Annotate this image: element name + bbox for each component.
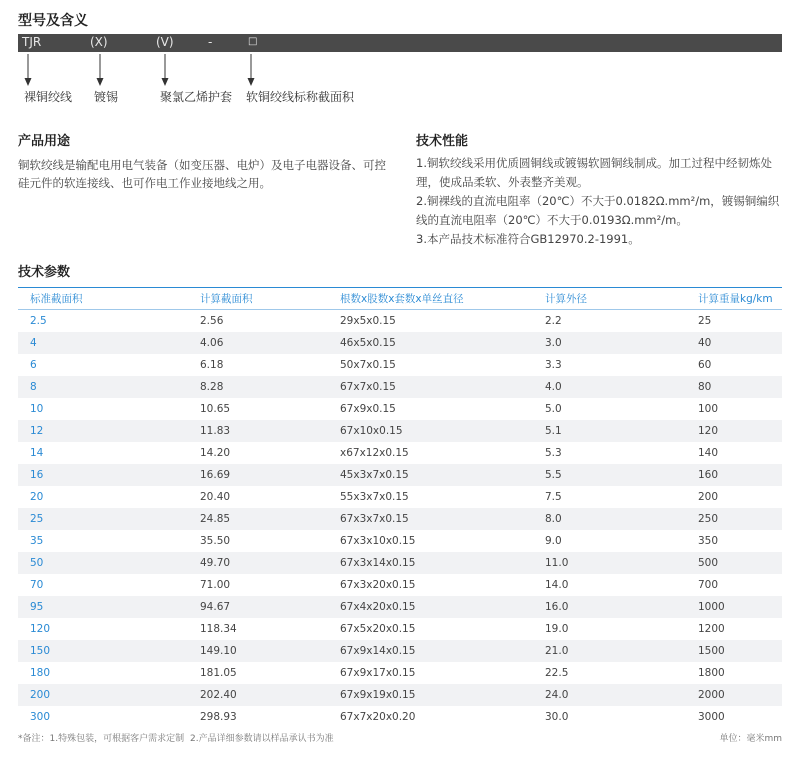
table-cell: 180	[30, 667, 51, 679]
column-header: 计算重量kg/km	[698, 293, 773, 305]
usage-line: 硅元件的软连接线、也可作电工作业接地线之用。	[18, 176, 271, 190]
table-row	[18, 376, 782, 398]
table-cell: 202.40	[200, 689, 237, 701]
table-row	[18, 354, 782, 376]
performance-line: 2.铜裸线的直流电阻率（20℃）不大于0.0182Ω.mm²/m，镀锡铜编织	[416, 194, 780, 208]
table-cell: 80	[698, 381, 712, 393]
table-cell: 35.50	[200, 535, 231, 547]
table-cell: 45x3x7x0.15	[340, 469, 409, 481]
arrow-down-icon	[246, 52, 256, 88]
table-row	[18, 552, 782, 574]
table-cell: 94.67	[200, 601, 231, 613]
table-cell: 67x9x0.15	[340, 403, 396, 415]
table-row	[18, 332, 782, 354]
table-cell: 250	[698, 513, 719, 525]
table-cell: 46x5x0.15	[340, 337, 396, 349]
arrow-down-icon	[95, 52, 105, 88]
table-cell: 71.00	[200, 579, 231, 591]
table-cell: 14.20	[200, 447, 231, 459]
table-cell: 5.5	[545, 469, 562, 481]
label-cross-section: 软铜绞线标称截面积	[246, 90, 355, 104]
table-cell: 67x3x20x0.15	[340, 579, 416, 591]
table-cell: 2.5	[30, 315, 47, 327]
table-cell: 140	[698, 447, 719, 459]
table-cell: 700	[698, 579, 719, 591]
table-cell: 3.3	[545, 359, 562, 371]
table-cell: 67x3x7x0.15	[340, 513, 409, 525]
model-code-bar	[18, 34, 782, 52]
table-cell: 67x7x0.15	[340, 381, 396, 393]
table-cell: 60	[698, 359, 712, 371]
table-row	[18, 420, 782, 442]
table-cell: 8.0	[545, 513, 562, 525]
arrow-down-icon	[23, 52, 33, 88]
column-header: 根数x股数x套数x单丝直径	[340, 293, 464, 305]
usage-heading: 产品用途	[18, 134, 71, 149]
table-cell: 14	[30, 447, 44, 459]
table-cell: 67x10x0.15	[340, 425, 403, 437]
table-cell: 67x7x20x0.20	[340, 711, 416, 723]
label-pvc-sheath: 聚氯乙烯护套	[160, 90, 233, 104]
model-code-pvc: (V)	[156, 35, 174, 49]
table-cell: 5.1	[545, 425, 562, 437]
table-cell: 160	[698, 469, 719, 481]
label-bare-copper: 裸铜绞线	[24, 90, 73, 104]
model-code-dash: -	[208, 35, 213, 49]
model-code-tin: (X)	[90, 35, 108, 49]
table-row	[18, 574, 782, 596]
arrow-down-icon	[160, 52, 170, 88]
table-cell: x67x12x0.15	[340, 447, 409, 459]
table-row	[18, 508, 782, 530]
table-cell: 200	[698, 491, 719, 503]
table-row	[18, 596, 782, 618]
table-cell: 25	[30, 513, 44, 525]
table-cell: 29x5x0.15	[340, 315, 396, 327]
table-cell: 16.0	[545, 601, 569, 613]
table-cell: 49.70	[200, 557, 231, 569]
table-cell: 1000	[698, 601, 725, 613]
model-title: 型号及含义	[18, 13, 88, 29]
table-cell: 2000	[698, 689, 725, 701]
table-row	[18, 398, 782, 420]
table-cell: 16.69	[200, 469, 231, 481]
table-cell: 6	[30, 359, 37, 371]
table-cell: 4.0	[545, 381, 562, 393]
table-cell: 40	[698, 337, 712, 349]
label-tin: 镀锡	[94, 90, 119, 104]
table-cell: 200	[30, 689, 51, 701]
performance-line: 理，使成品柔软、外表整齐美观。	[416, 175, 589, 189]
column-header: 计算截面积	[200, 293, 253, 305]
table-cell: 22.5	[545, 667, 569, 679]
table-cell: 19.0	[545, 623, 569, 635]
table-body	[18, 310, 782, 729]
table-cell: 118.34	[200, 623, 237, 635]
table-cell: 7.5	[545, 491, 562, 503]
table-row	[18, 618, 782, 640]
table-cell: 1800	[698, 667, 725, 679]
table-cell: 120	[30, 623, 51, 635]
table-cell: 5.3	[545, 447, 562, 459]
table-cell: 24.0	[545, 689, 569, 701]
params-heading: 技术参数	[18, 265, 71, 280]
table-cell: 500	[698, 557, 719, 569]
params-table	[18, 287, 782, 728]
table-cell: 25	[698, 315, 712, 327]
table-cell: 20.40	[200, 491, 231, 503]
table-cell: 300	[30, 711, 51, 723]
table-cell: 149.10	[200, 645, 237, 657]
table-cell: 21.0	[545, 645, 569, 657]
column-header: 计算外径	[545, 293, 587, 305]
table-row	[18, 486, 782, 508]
table-cell: 95	[30, 601, 44, 613]
performance-heading: 技术性能	[416, 134, 469, 149]
table-cell: 5.0	[545, 403, 562, 415]
table-cell: 4.06	[200, 337, 224, 349]
table-cell: 2.56	[200, 315, 224, 327]
table-cell: 3000	[698, 711, 725, 723]
table-cell: 55x3x7x0.15	[340, 491, 409, 503]
table-row	[18, 530, 782, 552]
table-cell: 50	[30, 557, 44, 569]
performance-line: 1.铜软绞线采用优质圆铜线或镀锡软圆铜线制成。加工过程中经韧炼处	[416, 156, 772, 170]
table-cell: 70	[30, 579, 44, 591]
table-cell: 181.05	[200, 667, 237, 679]
table-cell: 67x9x14x0.15	[340, 645, 416, 657]
table-cell: 4	[30, 337, 37, 349]
performance-line: 线的直流电阻率（20℃）不大于0.0193Ω.mm²/m。	[416, 213, 688, 227]
table-row	[18, 310, 782, 333]
performance-line: 3.本产品技术标准符合GB12970.2-1991。	[416, 232, 640, 246]
table-cell: 67x3x14x0.15	[340, 557, 416, 569]
table-cell: 120	[698, 425, 719, 437]
table-cell: 67x4x20x0.15	[340, 601, 416, 613]
table-cell: 67x3x10x0.15	[340, 535, 416, 547]
table-cell: 3.0	[545, 337, 562, 349]
table-row	[18, 640, 782, 662]
table-cell: 2.2	[545, 315, 562, 327]
table-cell: 1200	[698, 623, 725, 635]
table-cell: 350	[698, 535, 719, 547]
table-header-row	[18, 288, 782, 310]
footnote-1: *备注：1.特殊包装，可根据客户需求定制	[18, 734, 185, 744]
table-cell: 298.93	[200, 711, 237, 723]
table-row	[18, 442, 782, 464]
table-cell: 9.0	[545, 535, 562, 547]
table-cell: 20	[30, 491, 44, 503]
table-cell: 14.0	[545, 579, 569, 591]
performance-text	[416, 154, 779, 249]
table-cell: 6.18	[200, 359, 224, 371]
table-cell: 8	[30, 381, 37, 393]
table-cell: 24.85	[200, 513, 231, 525]
unit-note: 单位：毫米mm	[719, 734, 782, 744]
table-cell: 16	[30, 469, 44, 481]
table-cell: 8.28	[200, 381, 224, 393]
table-cell: 10	[30, 403, 44, 415]
table-cell: 12	[30, 425, 44, 437]
table-cell: 67x5x20x0.15	[340, 623, 416, 635]
column-header: 标准截面积	[30, 293, 83, 305]
table-row	[18, 684, 782, 706]
table-cell: 67x9x19x0.15	[340, 689, 416, 701]
table-row	[18, 464, 782, 486]
footnote-2: 2.产品详细参数请以样品承认书为准	[190, 734, 334, 744]
table-cell: 30.0	[545, 711, 569, 723]
table-cell: 11.83	[200, 425, 231, 437]
usage-text	[18, 156, 386, 192]
model-code-base: TJR	[22, 35, 42, 49]
table-cell: 1500	[698, 645, 725, 657]
table-row	[18, 662, 782, 684]
table-cell: 11.0	[545, 557, 569, 569]
model-code-size: □	[248, 36, 258, 47]
table-cell: 150	[30, 645, 51, 657]
table-cell: 10.65	[200, 403, 231, 415]
table-cell: 100	[698, 403, 719, 415]
table-cell: 67x9x17x0.15	[340, 667, 416, 679]
usage-line: 铜软绞线是输配电用电气装备（如变压器、电炉）及电子电器设备、可控	[18, 158, 386, 172]
table-cell: 35	[30, 535, 44, 547]
table-row	[18, 706, 782, 728]
table-cell: 50x7x0.15	[340, 359, 396, 371]
